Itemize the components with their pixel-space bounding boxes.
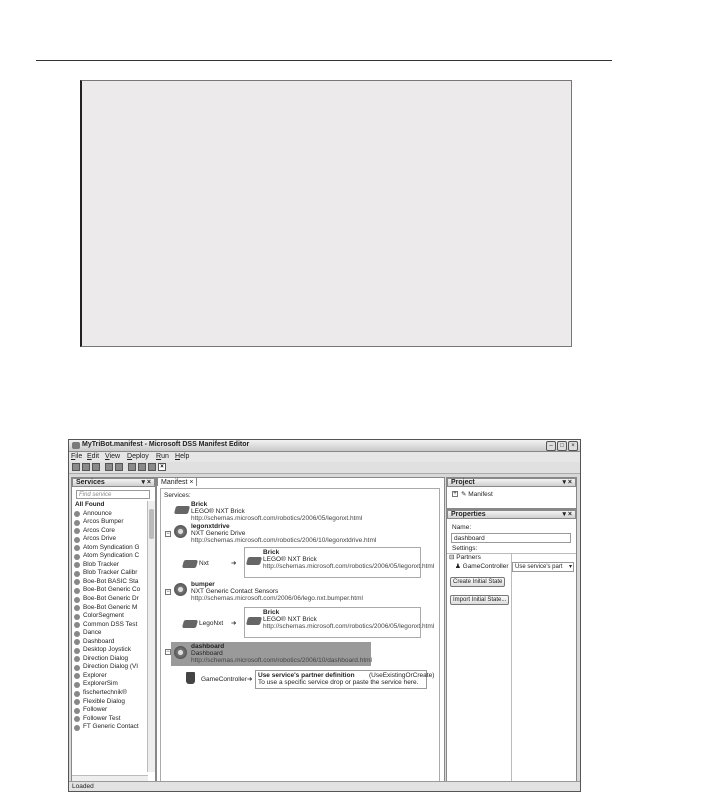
close-button[interactable]: × (568, 441, 578, 451)
service-icon (74, 691, 80, 697)
brick-icon (182, 620, 198, 628)
arrow-icon: ➔ (247, 676, 253, 683)
service-url: http://schemas.microsoft.com/robotics/2006/05/legonxt.html (191, 515, 363, 522)
service-icon (74, 631, 80, 637)
service-icon (74, 554, 80, 560)
brick-icon (246, 617, 262, 625)
settings-label: Settings: (452, 545, 478, 552)
brick-icon (174, 506, 190, 514)
properties-panel-title: Properties (451, 511, 486, 518)
project-panel-header (447, 478, 576, 487)
partner-label: GameController (201, 676, 247, 683)
service-icon (74, 699, 80, 705)
service-icon (74, 639, 80, 645)
create-initial-state-button[interactable]: Create Initial State (450, 577, 505, 587)
list-item[interactable]: Common DSS Test (73, 621, 147, 630)
list-item[interactable]: Atom Syndication C (73, 552, 147, 561)
app-icon (72, 442, 80, 449)
service-desc: LEGO® NXT Brick (191, 508, 245, 515)
list-item[interactable]: Announce (73, 510, 147, 519)
service-url: http://schemas.microsoft.com/robotics/2006/10/dashboard.html (191, 657, 373, 664)
list-item[interactable]: Atom Syndication G (73, 544, 147, 553)
service-icon (74, 648, 80, 654)
page-rule (36, 60, 612, 61)
new-icon[interactable] (72, 463, 80, 471)
service-icon (74, 562, 80, 568)
collapse-icon[interactable]: − (166, 531, 170, 537)
service-icon (74, 622, 80, 628)
list-item[interactable]: Blob Tracker Calibr (73, 569, 147, 578)
delete-icon[interactable]: × (158, 463, 166, 471)
partner-desc: LEGO® NXT Brick (263, 616, 317, 623)
partner-label: Nxt (199, 560, 209, 567)
service-name[interactable]: legonxtdrive (191, 523, 230, 530)
list-item[interactable]: Direction Dialog (VI (73, 663, 147, 672)
services-vertical-scrollbar[interactable] (147, 501, 155, 772)
maximize-button[interactable]: □ (557, 441, 567, 451)
arrow-icon: ➔ (231, 620, 237, 627)
list-item[interactable]: Arcos Drive (73, 535, 147, 544)
service-desc: NXT Generic Drive (191, 530, 246, 537)
service-name[interactable]: dashboard (191, 643, 225, 650)
service-icon (74, 716, 80, 722)
project-panel-title: Project (451, 479, 475, 486)
panel-controls-icon[interactable]: ▾ × (562, 511, 572, 518)
menu-deploy[interactable]: Deploy (127, 453, 149, 460)
manifest-canvas[interactable] (160, 488, 440, 782)
tab-manifest[interactable]: Manifest × (157, 477, 197, 486)
project-tree-item[interactable]: ✎ Manifest (461, 491, 493, 498)
list-item[interactable]: Blob Tracker (73, 561, 147, 570)
window-title: MyTriBot.manifest - Microsoft DSS Manifest Editor (82, 441, 250, 448)
list-item[interactable]: Follower Test (73, 715, 147, 724)
tooltip-tag: (UseExistingOrCreate) (369, 672, 435, 679)
brick-icon (182, 560, 198, 568)
project-panel (446, 477, 577, 509)
paste-icon[interactable] (148, 463, 156, 471)
arrow-icon: ➔ (231, 560, 237, 567)
service-icon (74, 614, 80, 620)
list-item[interactable]: Desktop Joystick (73, 646, 147, 655)
partner-name: Brick (263, 609, 280, 616)
title-bar (69, 440, 580, 452)
service-icon (74, 597, 80, 603)
list-item[interactable]: Boe-Bot Generic Dr (73, 595, 147, 604)
service-icon (74, 579, 80, 585)
service-url: http://schemas.microsoft.com/2006/06/lego.nxt.bumper.html (191, 595, 363, 602)
services-panel (71, 477, 156, 784)
minimize-button[interactable]: – (546, 441, 556, 451)
partner-label: LegoNxt (199, 620, 224, 627)
service-icon (74, 605, 80, 611)
name-label: Name: (452, 524, 472, 531)
brick-icon (246, 557, 262, 565)
collapse-icon[interactable]: − (166, 649, 170, 655)
properties-panel-header (447, 510, 576, 519)
services-panel-header (72, 478, 155, 487)
service-url: http://schemas.microsoft.com/robotics/2006/10/legonxtdrive.html (191, 537, 377, 544)
partner-property-name: ♟ GameController (455, 563, 509, 570)
joystick-icon (186, 672, 195, 684)
menu-run[interactable]: Run (156, 453, 169, 460)
service-name[interactable]: Brick (191, 501, 208, 508)
list-item[interactable]: FT Generic Contact (73, 723, 147, 732)
figure-placeholder-box (80, 80, 572, 347)
list-item[interactable]: Dashboard (73, 638, 147, 647)
app-window (68, 439, 581, 792)
service-icon (74, 537, 80, 543)
list-item[interactable]: Arcos Bumper (73, 518, 147, 527)
service-icon (74, 708, 80, 714)
undo-icon[interactable] (105, 463, 113, 471)
name-field[interactable]: dashboard (451, 533, 571, 543)
service-icon (74, 571, 80, 577)
tooltip-title: Use service's partner definition (258, 672, 355, 679)
gear-icon (174, 525, 187, 538)
import-initial-state-button[interactable]: Import Initial State... (450, 595, 509, 605)
list-item[interactable]: Dance (73, 629, 147, 638)
list-item[interactable]: ExplorerSim (73, 680, 147, 689)
list-item[interactable]: Flexible Dialog (73, 698, 147, 707)
service-list (73, 501, 147, 732)
cut-icon[interactable] (128, 463, 136, 471)
service-icon (74, 545, 80, 551)
chevron-down-icon[interactable]: ▾ (568, 564, 572, 570)
list-item[interactable]: Boe-Bot Generic M (73, 604, 147, 613)
menu-help[interactable]: Help (175, 453, 190, 460)
service-name[interactable]: bumper (191, 581, 215, 588)
service-list-header[interactable]: All Found (75, 501, 105, 508)
service-icon (74, 511, 80, 517)
open-icon[interactable] (82, 463, 90, 471)
services-label: Services: (164, 492, 191, 499)
list-item[interactable]: Arcos Core (73, 527, 147, 536)
menu-view[interactable]: View (105, 453, 121, 460)
expand-icon[interactable]: + (453, 491, 457, 497)
list-item[interactable]: Boe-Bot Generic Co (73, 586, 147, 595)
partner-url: http://schemas.microsoft.com/robotics/2006/05/legonxt.html (263, 563, 435, 570)
service-icon (74, 665, 80, 671)
copy-icon[interactable] (138, 463, 146, 471)
scroll-thumb[interactable] (149, 509, 154, 539)
tooltip-text: To use a specific service drop or paste the service here. (258, 679, 419, 686)
redo-icon[interactable] (115, 463, 123, 471)
manifest-panel (156, 477, 445, 784)
service-icon (74, 528, 80, 534)
toolbar (69, 462, 580, 474)
properties-panel (446, 509, 577, 784)
menu-edit[interactable]: Edit (87, 453, 100, 460)
gear-icon (174, 646, 187, 659)
panel-controls-icon[interactable]: ▾ × (141, 479, 151, 486)
partner-tooltip (255, 670, 435, 689)
partner-url: http://schemas.microsoft.com/robotics/2006/05/legonxt.html (263, 623, 435, 630)
menu-file[interactable]: File (71, 453, 83, 460)
service-icon (74, 588, 80, 594)
service-desc: Dashboard (191, 650, 223, 657)
menu-bar (69, 452, 580, 462)
service-desc: NXT Generic Contact Sensors (191, 588, 279, 595)
gear-icon (174, 583, 187, 596)
service-icon (74, 673, 80, 679)
partner-select[interactable]: Use service's part ▾ (512, 562, 574, 572)
service-icon (74, 682, 80, 688)
list-item[interactable]: Explorer (73, 672, 147, 681)
save-icon[interactable] (92, 463, 100, 471)
service-icon (74, 725, 80, 731)
collapse-icon[interactable]: − (166, 589, 170, 595)
panel-controls-icon[interactable]: ▾ × (562, 479, 572, 486)
partners-group[interactable]: ⊟ Partners (449, 554, 481, 561)
status-bar: Loaded (69, 781, 580, 791)
search-input[interactable]: Find service (76, 490, 150, 499)
list-item[interactable]: Boe-Bot BASIC Sta (73, 578, 147, 587)
partner-desc: LEGO® NXT Brick (263, 556, 317, 563)
list-item[interactable]: Direction Dialog (73, 655, 147, 664)
list-item[interactable]: Follower (73, 706, 147, 715)
list-item[interactable]: fischertechnik® (73, 689, 147, 698)
service-icon (74, 520, 80, 526)
service-icon (74, 656, 80, 662)
partner-name: Brick (263, 549, 280, 556)
list-item[interactable]: ColorSegment (73, 612, 147, 621)
services-panel-title: Services (76, 479, 105, 486)
